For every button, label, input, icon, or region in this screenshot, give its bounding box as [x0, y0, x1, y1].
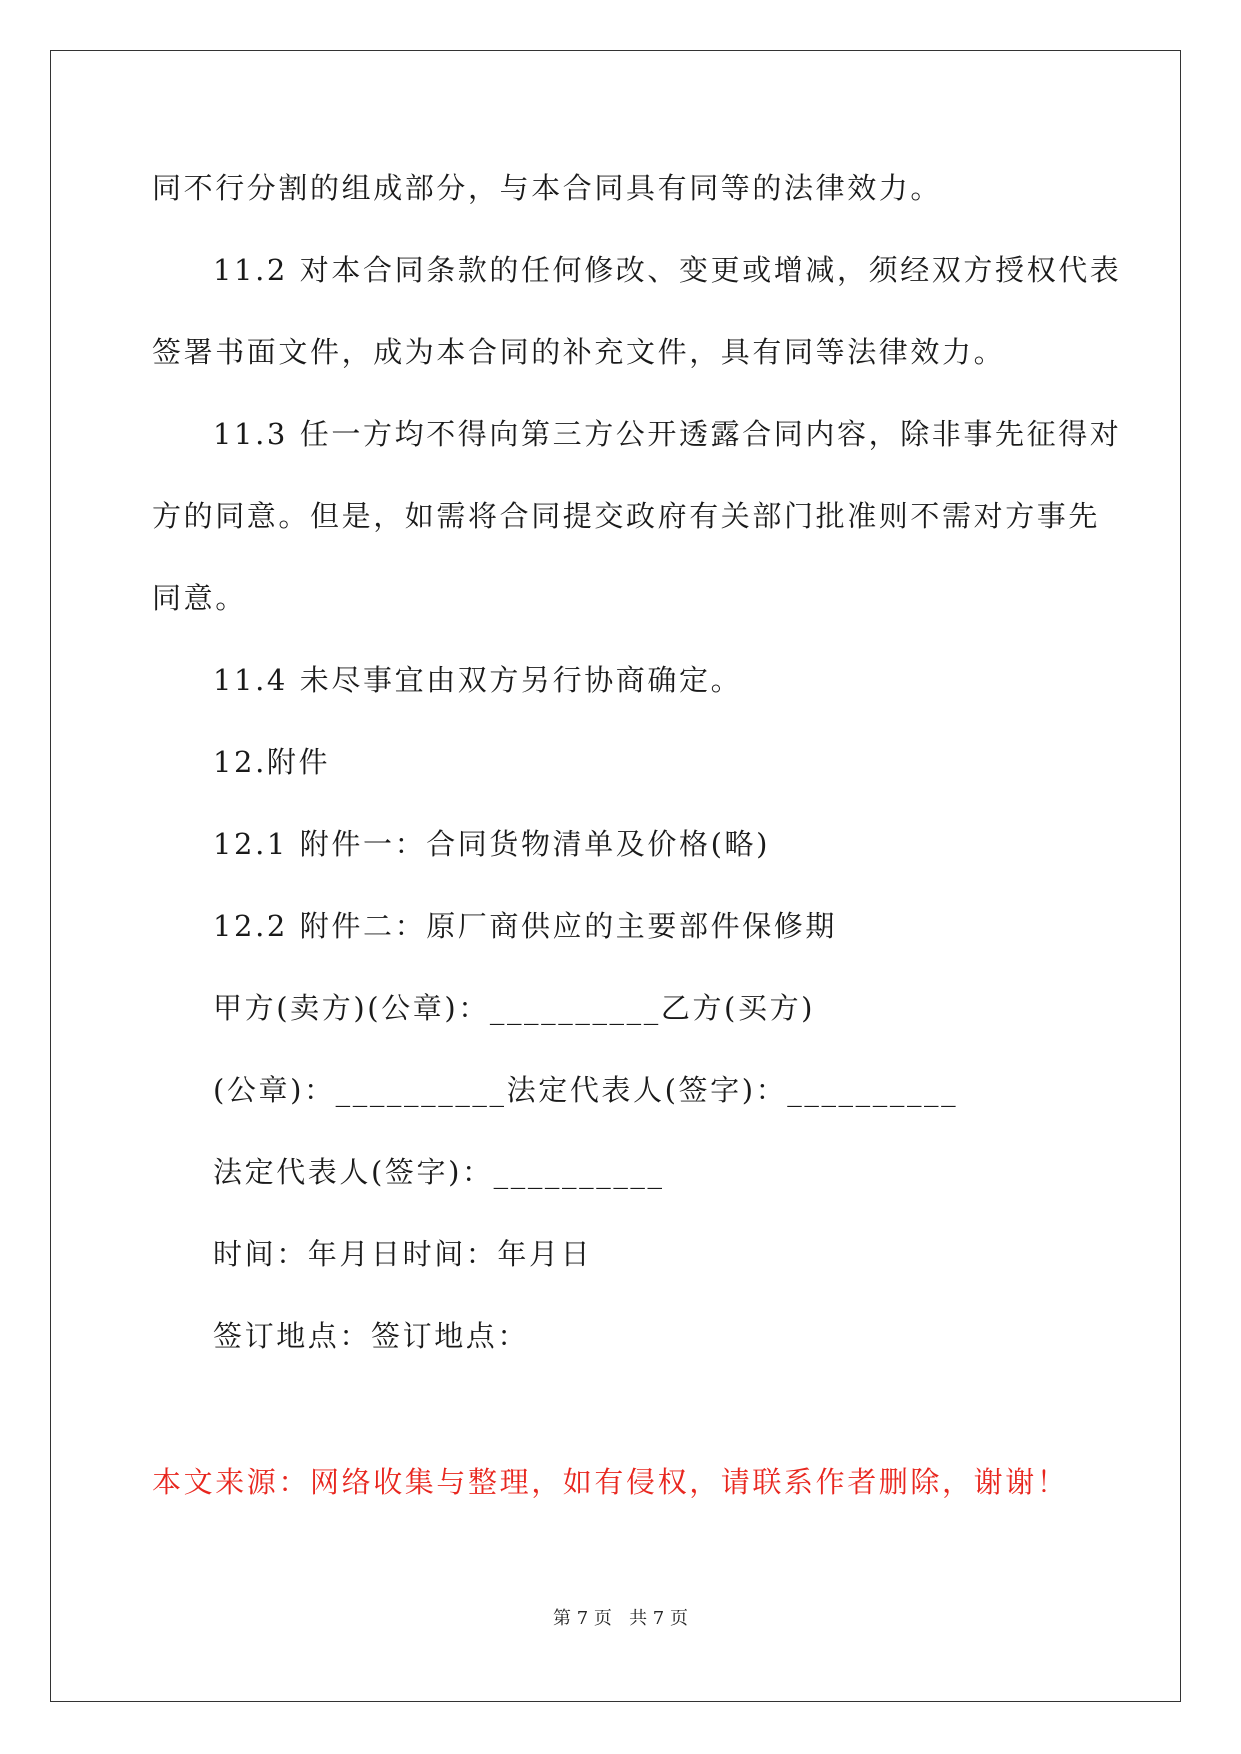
paragraph-line: 同意。 — [152, 581, 247, 615]
page-border — [50, 50, 1181, 1702]
signature-place-line: 签订地点：签订地点： — [213, 1319, 530, 1353]
clause-11-3-line: 11.3 任一方均不得向第三方公开透露合同内容，除非事先征得对 — [213, 417, 1122, 451]
signature-seal-line: (公章)：__________法定代表人(签字)：__________ — [213, 1073, 959, 1107]
signature-date-line: 时间：年月日时间：年月日 — [213, 1237, 593, 1271]
clause-11-4-line: 11.4 未尽事宜由双方另行协商确定。 — [213, 663, 743, 697]
source-note: 本文来源：网络收集与整理，如有侵权，请联系作者删除，谢谢！ — [152, 1465, 1069, 1499]
paragraph-line: 方的同意。但是，如需将合同提交政府有关部门批准则不需对方事先 — [152, 499, 1101, 533]
paragraph-line: 签署书面文件，成为本合同的补充文件，具有同等法律效力。 — [152, 335, 1006, 369]
attachment-2-line: 12.2 附件二：原厂商供应的主要部件保修期 — [213, 909, 837, 943]
clause-11-2-line: 11.2 对本合同条款的任何修改、变更或增减，须经双方授权代表 — [213, 253, 1122, 287]
section-12-heading: 12.附件 — [213, 745, 331, 779]
signature-representative-line: 法定代表人(签字)：__________ — [213, 1155, 665, 1189]
attachment-1-line: 12.1 附件一：合同货物清单及价格(略) — [213, 827, 771, 861]
signature-party-a-line: 甲方(卖方)(公章)：__________乙方(买方) — [213, 991, 816, 1025]
page-footer: 第 7 页 共 7 页 — [553, 1608, 688, 1629]
paragraph-line: 同不行分割的组成部分，与本合同具有同等的法律效力。 — [152, 171, 943, 205]
